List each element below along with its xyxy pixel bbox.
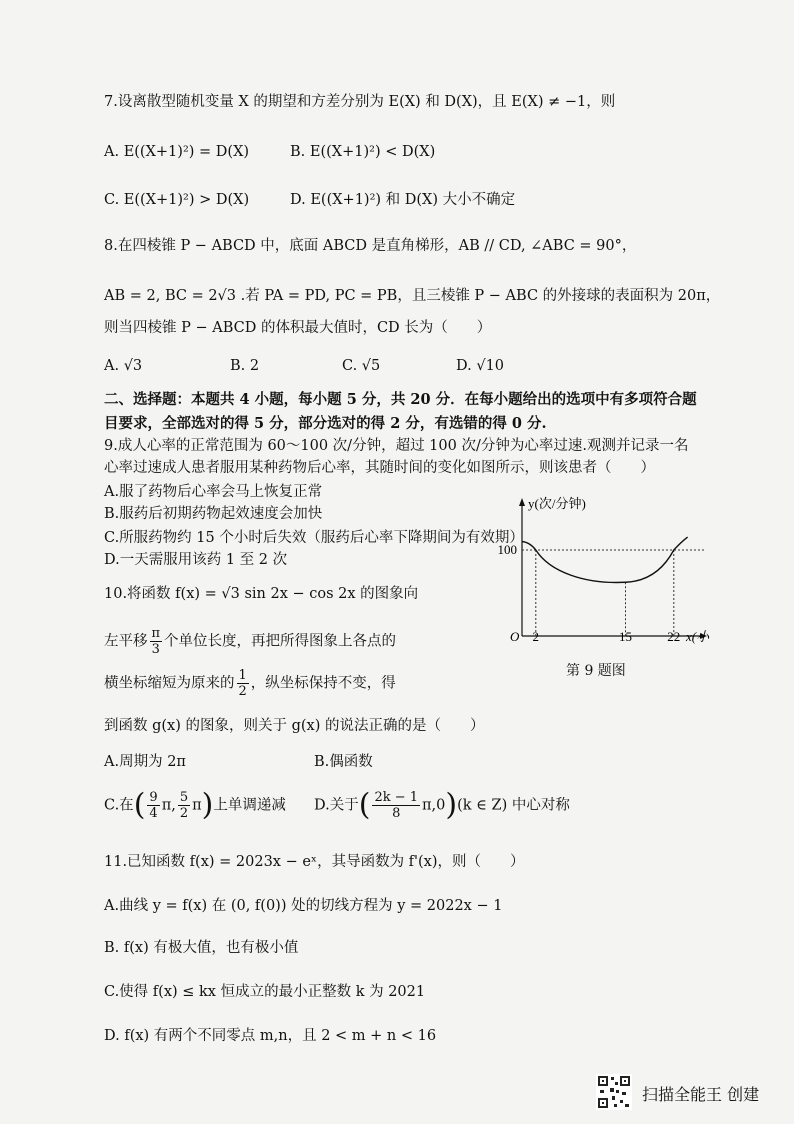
q8-stem-line3: 则当四棱锥 P − ABCD 的体积最大值时，CD 长为（ ） xyxy=(104,320,492,336)
q7-option-c: C. E((X+1)²) > D(X) xyxy=(104,192,250,208)
q10-option-d xyxy=(314,787,570,823)
q7-option-b: B. E((X+1)²) < D(X) xyxy=(290,144,436,160)
q7-option-d: D. E((X+1)²) 和 D(X) 大小不确定 xyxy=(290,192,516,208)
y-axis-label: y(次/分钟) xyxy=(528,496,586,511)
section2-line2: 目要求，全部选对的得 5 分，部分选对的得 2 分，有选错的得 0 分. xyxy=(104,415,547,432)
q10-d-open-paren: ( xyxy=(358,787,371,823)
q9-option-a: A.服了药物后心率会马上恢复正常 xyxy=(104,484,323,500)
q10-stem3-part-a: 横坐标缩短为原来的 xyxy=(104,675,235,692)
q8-stem-line2: AB = 2, BC = 2√3 .若 PA = PD, PC = PB，且三棱锥 P − ABC 的外接球的表面积为 20π， xyxy=(104,288,721,304)
q10-c-tail: 上单调递减 xyxy=(213,797,286,814)
q8-option-c: C. √5 xyxy=(342,358,381,374)
qr-code-icon xyxy=(596,1074,632,1110)
origin-label: O xyxy=(510,629,520,644)
q10-c-post: π xyxy=(192,797,202,814)
q11-option-d: D. f(x) 有两个不同零点 m,n，且 2 < m + n < 16 xyxy=(104,1028,437,1044)
q10-option-c xyxy=(104,787,286,823)
q10-stem-line2 xyxy=(104,626,396,657)
q8-option-a: A. √3 xyxy=(104,358,143,374)
q10-stem2-part-b: 个单位长度，再把所得图象上各点的 xyxy=(164,633,397,650)
q7-option-a: A. E((X+1)²) = D(X) xyxy=(104,144,250,160)
q10-d-mid: π,0 xyxy=(422,797,446,814)
q10-stem-line3 xyxy=(104,668,396,699)
q10-d-tail: (k ∈ Z) 中心对称 xyxy=(457,797,570,814)
q10-option-d-prefix: D.关于 xyxy=(314,797,359,814)
q10-fraction-one-half xyxy=(237,668,249,699)
q9-option-d: D.一天需服用该药 1 至 2 次 xyxy=(104,552,288,568)
q8-option-b: B. 2 xyxy=(230,358,260,374)
x-tick-label-22: 22 xyxy=(667,629,681,644)
q8-stem-line1: 8.在四棱锥 P − ABCD 中，底面 ABCD 是直角梯形，AB // CD, ∠ABC = 90°， xyxy=(104,238,637,254)
q11-option-a: A.曲线 y = f(x) 在 (0, f(0)) 处的切线方程为 y = 2022x − 1 xyxy=(104,898,503,914)
section2-line1: 二、选择题：本题共 4 小题，每小题 5 分，共 20 分．在每小题给出的选项中有多项符合题 xyxy=(104,391,697,408)
q10-stem-line4: 到函数 g(x) 的图象，则关于 g(x) 的说法正确的是（ ） xyxy=(104,718,485,734)
q11-option-b: B. f(x) 有极大值，也有极小值 xyxy=(104,940,299,956)
q11-stem: 11.已知函数 f(x) = 2023x − eˣ，其导函数为 f'(x)，则（ ） xyxy=(104,854,525,870)
y-axis-arrow xyxy=(519,498,525,506)
q10-frac1-numerator: π xyxy=(151,626,161,641)
q10-c-mid: π, xyxy=(161,797,176,814)
y-tick-label-100: 100 xyxy=(497,542,517,557)
q10-fraction-pi-over-3 xyxy=(150,626,163,657)
q10-d-frac xyxy=(372,790,420,821)
q8-option-d: D. √10 xyxy=(456,358,505,374)
q10-d-frac-den: 8 xyxy=(392,806,401,821)
q9-stem-line1: 9.成人心率的正常范围为 60～100 次/分钟，超过 100 次/分钟为心率过速.观测并记录一名 xyxy=(104,438,689,454)
q10-c-frac2 xyxy=(178,790,190,821)
q10-c-frac1 xyxy=(147,790,159,821)
q10-d-close-paren: ) xyxy=(445,787,458,823)
q10-option-c-prefix: C.在 xyxy=(104,797,134,814)
q10-stem-line1: 10.将函数 f(x) = √3 sin 2x − cos 2x 的图象向 xyxy=(104,586,419,602)
q9-option-b: B.服药后初期药物起效速度会加快 xyxy=(104,506,323,522)
q10-c-frac1-den: 4 xyxy=(149,806,158,821)
q10-d-frac-num: 2k − 1 xyxy=(374,790,419,805)
q10-stem3-part-b: ，纵坐标保持不变，得 xyxy=(250,675,396,692)
heart-rate-curve xyxy=(522,537,688,582)
q9-option-c: C.所服药物约 15 个小时后失效（服药后心率下降期间为有效期） xyxy=(104,530,524,546)
q10-stem2-part-a: 左平移 xyxy=(104,633,148,650)
scanner-watermark-text: 扫描全能王 创建 xyxy=(642,1085,760,1104)
q10-frac2-denominator: 2 xyxy=(238,684,247,699)
x-tick-label-2: 2 xyxy=(532,629,540,644)
q7-stem: 7.设离散型随机变量 X 的期望和方差分别为 E(X) 和 D(X)，且 E(X) ≠ −1，则 xyxy=(104,94,616,110)
q9-stem-line2: 心率过速成人患者服用某种药物后心率，其随时间的变化如图所示，则该患者（ ） xyxy=(104,460,655,476)
q10-frac2-numerator: 1 xyxy=(238,668,247,683)
q10-c-frac2-num: 5 xyxy=(179,790,189,805)
q10-c-close-paren: ) xyxy=(201,787,214,823)
q10-option-a: A.周期为 2π xyxy=(104,754,186,770)
q10-c-frac2-den: 2 xyxy=(179,806,189,821)
q9-heart-rate-chart xyxy=(482,488,712,650)
q10-frac1-denominator: 3 xyxy=(151,642,160,657)
x-tick-label-15: 15 xyxy=(619,629,632,644)
q10-option-b: B.偶函数 xyxy=(314,754,373,770)
q11-option-c: C.使得 f(x) ≤ kx 恒成立的最小正整数 k 为 2021 xyxy=(104,984,426,1000)
x-axis-label: x(小 xyxy=(686,629,710,644)
q10-c-frac1-num: 9 xyxy=(149,790,158,805)
q10-c-open-paren: ( xyxy=(133,787,146,823)
q9-figure-caption: 第 9 题图 xyxy=(566,663,626,679)
